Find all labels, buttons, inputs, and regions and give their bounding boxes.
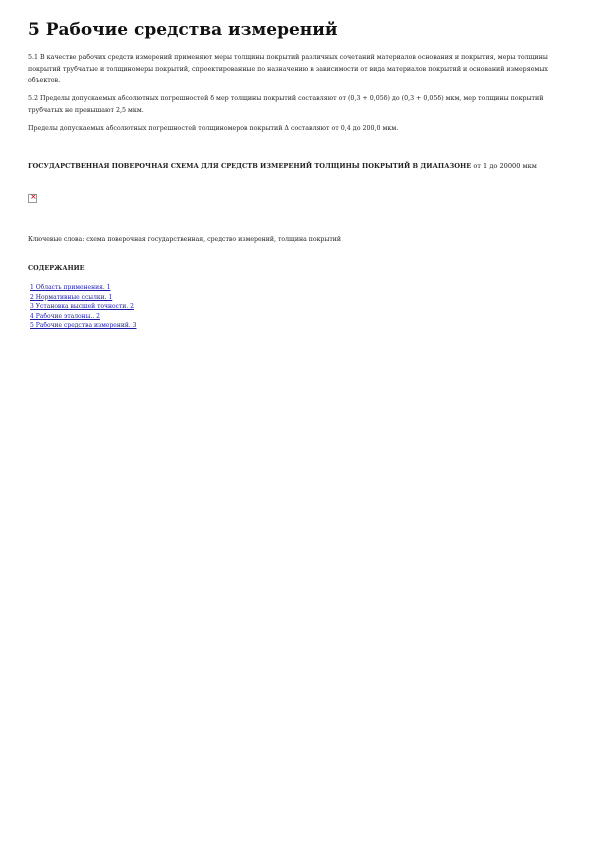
- scheme-title-range: от 1 до 20000 мкм: [471, 162, 537, 170]
- toc-item: [30, 283, 137, 293]
- toc-link-highest-accuracy[interactable]: 3 Установка высшей точности. 2: [30, 303, 134, 310]
- broken-image-icon: [28, 194, 37, 203]
- toc-link-references[interactable]: 2 Нормативные ссылки. 1: [30, 293, 113, 301]
- section-heading: 5 Рабочие средства измерений: [28, 20, 338, 40]
- toc-link-working-standards[interactable]: 4 Рабочие эталоны.. 2: [30, 312, 100, 320]
- scheme-title-bold: ГОСУДАРСТВЕННАЯ ПОВЕРОЧНАЯ СХЕМА ДЛЯ СРЕДСТВ ИЗМЕРЕНИЙ ТОЛЩИНЫ ПОКРЫТИЙ В ДИАПАЗОНЕ: [28, 162, 472, 170]
- toc-item: [30, 293, 137, 303]
- paragraph-5-1: 5.1 В качестве рабочих средств измерений применяют меры толщины покрытий различных сочетаний материалов основания и покрытия, меры толщины покрытий трубчатые и толщиномеры покрытий, спроектированные по назначению в зависимости от вида материалов покрытий и оснований измеряемых объектов.: [28, 54, 548, 84]
- paragraph-5-2: 5.2 Пределы допускаемых абсолютных погрешностей δ мер толщины покрытий составляют от (0,3 + 0,05δ) до (0,3 + 0,05δ) мкм, мер толщины покрытий трубчатых не превышают 2,5 мкм.: [28, 95, 544, 114]
- paragraph-error-limits: Пределы допускаемых абсолютных погрешностей толщиномеров покрытий Δ составляют от 0,4 до 200,0 мкм.: [28, 125, 399, 132]
- keywords: Ключевые слова: схема поверочная государственная, средство измерений, толщина покрытий: [28, 236, 341, 243]
- toc-list: [30, 283, 137, 331]
- scheme-title: [28, 161, 568, 173]
- toc-item: [30, 302, 137, 312]
- toc-item: [30, 312, 137, 322]
- toc-link-working-instruments[interactable]: 5 Рабочие средства измерений. 3: [30, 322, 137, 329]
- toc-item: [30, 321, 137, 331]
- toc-link-scope[interactable]: 1 Область применения. 1: [30, 284, 111, 291]
- toc-title: СОДЕРЖАНИЕ: [28, 264, 85, 272]
